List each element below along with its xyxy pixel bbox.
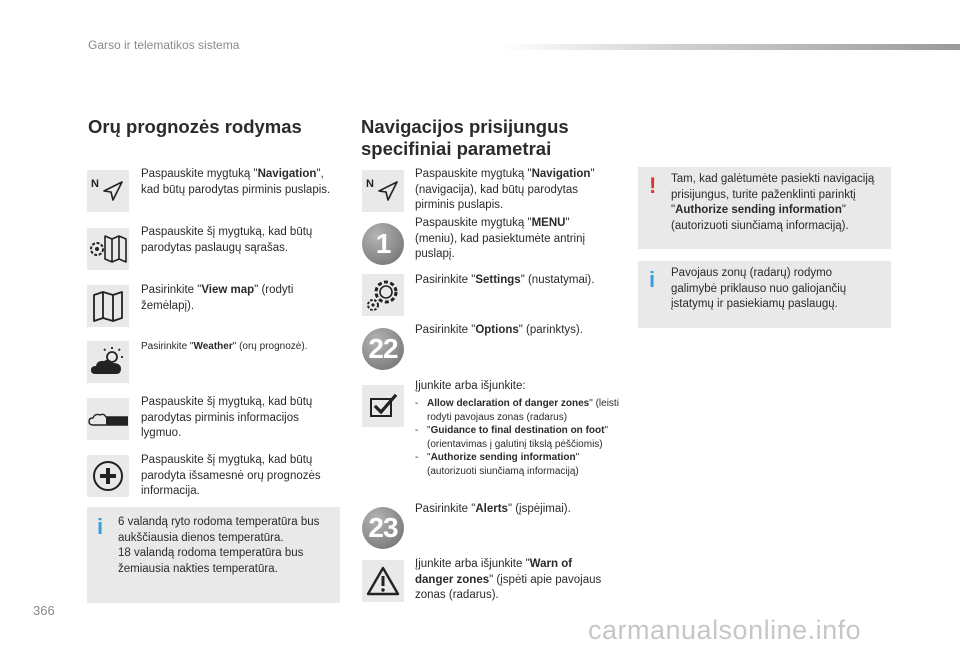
option-list: [415, 397, 625, 478]
watermark: carmanualsonline.info: [588, 615, 862, 645]
step-badge-22: 22: [362, 328, 404, 370]
section-title-weather: Orų prognozės rodymas: [88, 116, 302, 137]
page-number: 366: [33, 603, 55, 618]
option-item: - "Guidance to final destination on foot" (orientavimas į galutinį tikslą pėščiomis): [415, 424, 625, 451]
nav-step-options-text: Pasirinkite "Options" (parinktys).: [415, 324, 583, 336]
svg-text:N: N: [366, 178, 374, 190]
services-icon: [87, 228, 129, 270]
info-icon: i: [97, 514, 104, 539]
warning-text: Tam, kad galėtumėte pasiekti navigaciją prisijungus, turite paženklinti parinktį "Authorize sending information" (autorizuoti siunčiamą informaciją).: [671, 173, 875, 232]
header-rule: [500, 44, 960, 50]
step-badge-23: 23: [362, 507, 404, 549]
page-header: Garso ir telematikos sistema: [88, 38, 240, 52]
info-box-temperature: [87, 507, 340, 603]
warning-triangle-icon: [362, 560, 404, 602]
info-text: 6 valandą ryto rodoma temperatūra bus aukščiausia dienos temperatūra. 18 valandą rodoma temperatūra bus žemiausia nakties temperatūra.: [118, 516, 320, 575]
option-item: - "Authorize sending information" (autorizuoti siunčiamą informaciją): [415, 451, 625, 478]
weather-icon: [87, 341, 129, 383]
nav-step-warn-text: Įjunkite arba išjunkite "Warn of danger zones" (įspėti apie pavojaus zonas (radarus).: [415, 558, 602, 601]
nav-step-alerts-text: Pasirinkite "Alerts" (įspėjimai).: [415, 503, 571, 515]
exclamation-icon: !: [649, 173, 657, 198]
info-box-danger-zones: [638, 261, 891, 328]
info-icon: i: [649, 267, 656, 292]
nav-step-menu-text: Paspauskite mygtuką "MENU" (meniu), kad pasiektumėte antrinį puslapį.: [415, 217, 586, 260]
nav-step-navigation-text: Paspauskite mygtuką "Navigation" (navigacija), kad būtų parodytas pirminis puslapis.: [415, 168, 595, 211]
step-info-level-text: Paspauskite šį mygtuką, kad būtų parodytas pirminis informacijos lygmuo.: [141, 396, 313, 439]
weather-bar-icon: [87, 398, 129, 440]
step-badge-1: 1: [362, 223, 404, 265]
step-detail-text: Paspauskite šį mygtuką, kad būtų parodyta išsamesnė orų prognozės informacija.: [141, 454, 321, 497]
settings-icon: [362, 274, 404, 316]
step-weather-text: Pasirinkite "Weather" (orų prognozė).: [141, 341, 308, 352]
step-navigation-text: Paspauskite mygtuką "Navigation", kad būtų parodytas pirminis puslapis.: [141, 168, 331, 196]
map-icon: [87, 285, 129, 327]
warning-box: [638, 167, 891, 249]
nav-step-toggle-intro: Įjunkite arba išjunkite:: [415, 380, 526, 392]
svg-text:N: N: [91, 178, 99, 190]
checkbox-icon: [362, 385, 404, 427]
option-item: - Allow declaration of danger zones" (leisti rodyti pavojaus zonas (radarus): [415, 397, 625, 424]
nav-step-settings-text: Pasirinkite "Settings" (nustatymai).: [415, 274, 595, 286]
step-view-map-text: Pasirinkite "View map" (rodyti žemėlapį).: [141, 284, 294, 312]
navigation-icon: [362, 170, 404, 212]
navigation-icon: [87, 170, 129, 212]
step-services-text: Paspauskite šį mygtuką, kad būtų parodytas paslaugų sąrašas.: [141, 226, 313, 254]
info-text: Pavojaus zonų (radarų) rodymo galimybė priklauso nuo galiojančių įstatymų ir pasiekiamų paslaugų.: [671, 267, 847, 310]
plus-icon: [87, 455, 129, 497]
section-title-navigation: Navigacijos prisijungus specifiniai parametrai: [361, 116, 569, 159]
